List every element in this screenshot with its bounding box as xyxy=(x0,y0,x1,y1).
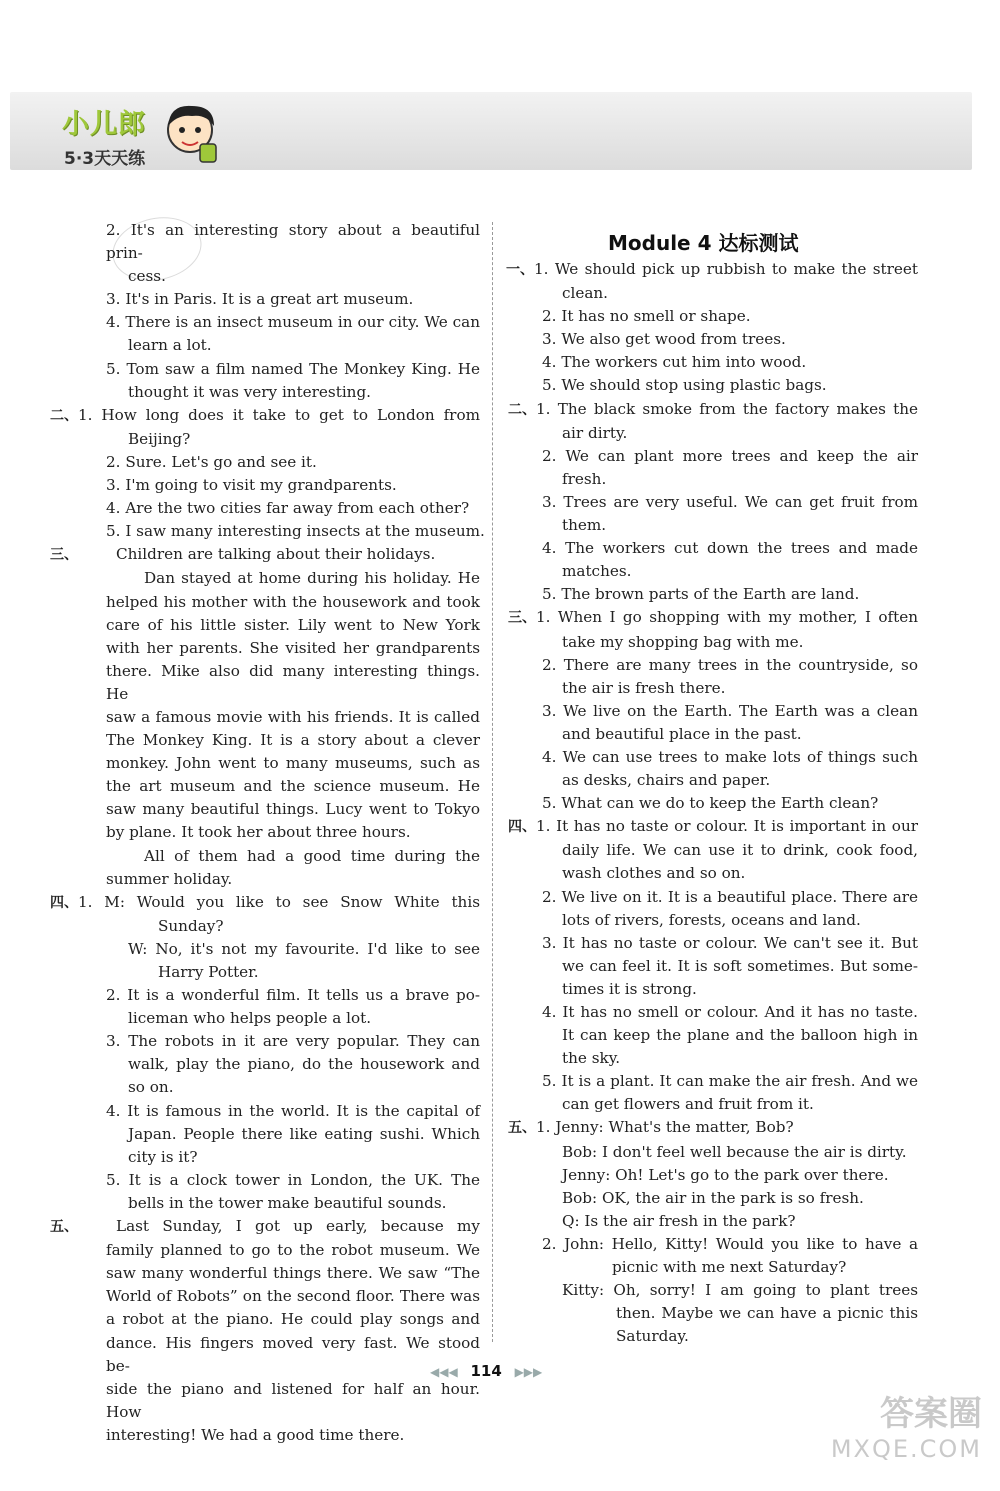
answer-line: 3. Trees are very useful. We can get fruit from xyxy=(542,492,918,511)
series-logo: 小儿郎 xyxy=(62,109,146,140)
answer-line: All of them had a good time during the xyxy=(144,846,480,865)
answer-line: W: No, it's not my favourite. I'd like to see xyxy=(128,939,480,958)
answer-line: 三、 Children are talking about their holidays. xyxy=(50,543,480,567)
answer-line: care of his little sister. Lily went to New York xyxy=(106,615,480,634)
answer-line: The Monkey King. It is a story about a clever xyxy=(106,731,480,750)
answer-line: a robot at the piano. He could play songs and xyxy=(106,1310,480,1329)
answer-line: them. xyxy=(562,516,607,535)
answer-line: 2. Sure. Let's go and see it. xyxy=(106,452,317,471)
answer-line: 3. It's in Paris. It is a great art museum. xyxy=(106,290,414,309)
answer-line: there. Mike also did many interesting things. He xyxy=(106,661,480,703)
answer-line: 三、1. When I go shopping with my mother, I often xyxy=(508,606,918,630)
answer-line: 3. The robots in it are very popular. They can xyxy=(106,1032,480,1051)
answer-line: 3. We also get wood from trees. xyxy=(542,330,786,349)
answer-line: Q: Is the air fresh in the park? xyxy=(562,1211,796,1230)
page-footer xyxy=(430,1362,542,1380)
answer-line: city is it? xyxy=(128,1147,198,1166)
answer-line: 5. We should stop using plastic bags. xyxy=(542,376,827,395)
section-mark: 三、 xyxy=(508,610,536,627)
answer-line: the art museum and the science museum. He xyxy=(106,777,480,796)
page-number: 114 xyxy=(470,1362,502,1380)
answer-line: 5. It is a plant. It can make the air fresh. And we xyxy=(542,1072,918,1091)
answer-line: Kitty: Oh, sorry! I am going to plant trees xyxy=(562,1281,918,1300)
answer-line: then. Maybe we can have a picnic this xyxy=(616,1304,918,1323)
page-title: Module 4 达标测试 xyxy=(608,231,799,255)
answer-line: 5. The brown parts of the Earth are land. xyxy=(542,585,860,604)
answer-line: Jenny: Oh! Let's go to the park over there. xyxy=(562,1165,889,1184)
answer-line: Sunday? xyxy=(158,916,224,935)
answer-line: 2. John: Hello, Kitty! Would you like to have a xyxy=(542,1234,918,1253)
answer-line: 2. We live on it. It is a beautiful place. There are xyxy=(542,887,918,906)
section-mark: 五、 xyxy=(508,1120,536,1137)
answer-line: 5. I saw many interesting insects at the museum. xyxy=(106,522,485,541)
answer-line: 2. It is a wonderful film. It tells us a brave po- xyxy=(106,986,480,1005)
answer-line: daily life. We can use it to drink, cook food, xyxy=(562,841,918,860)
answer-line: we can feel it. It is soft sometimes. But some- xyxy=(562,956,918,975)
answer-line: thought it was very interesting. xyxy=(128,382,372,401)
answer-line: interesting! We had a good time there. xyxy=(106,1425,405,1444)
answer-line: the air is fresh there. xyxy=(562,678,726,697)
answer-line: wash clothes and so on. xyxy=(562,864,746,883)
answer-line: learn a lot. xyxy=(128,336,212,355)
answer-line: 2. It has no smell or shape. xyxy=(542,307,751,326)
answer-line: saw many beautiful things. Lucy went to Tokyo xyxy=(106,800,480,819)
answer-line: with her parents. She visited her grandparents xyxy=(106,638,480,657)
answer-line: It can keep the plane and the balloon high in xyxy=(562,1026,918,1045)
answer-line: 4. There is an insect museum in our city. We can xyxy=(106,313,480,332)
answer-line: 5. What can we do to keep the Earth clean? xyxy=(542,794,879,813)
answer-line: summer holiday. xyxy=(106,869,233,888)
answer-line: 5. It is a clock tower in London, the UK. The xyxy=(106,1170,480,1189)
answer-line: 四、1. It has no taste or colour. It is important in our xyxy=(508,815,918,839)
answer-line: Harry Potter. xyxy=(158,963,259,981)
answer-line: family planned to go to the robot museum. We xyxy=(106,1241,480,1260)
answer-line: times it is strong. xyxy=(562,979,697,998)
answer-line: bells in the tower make beautiful sounds. xyxy=(128,1193,447,1212)
column-divider xyxy=(492,222,493,1342)
answer-line: Dan stayed at home during his holiday. He xyxy=(144,569,480,588)
section-mark: 四、 xyxy=(50,894,78,911)
answer-line: by plane. It took her about three hours. xyxy=(106,823,411,842)
answer-line: dance. His fingers moved very fast. We stood be- xyxy=(106,1333,480,1375)
answer-line: can get flowers and fruit from it. xyxy=(562,1095,814,1114)
answer-line: World of Robots” on the second floor. There was xyxy=(106,1287,480,1306)
answer-line: saw many wonderful things there. We saw “The xyxy=(106,1264,480,1283)
answer-line: clean. xyxy=(562,284,609,303)
answer-line: 四、1. M: Would you like to see Snow White this xyxy=(50,891,480,915)
answer-line: air dirty. xyxy=(562,423,628,442)
answer-line: 4. Are the two cities far away from each other? xyxy=(106,499,470,518)
answer-line: picnic with me next Saturday? xyxy=(612,1258,847,1277)
answer-line: helped his mother with the housework and took xyxy=(106,592,480,611)
header-banner xyxy=(10,92,972,170)
answer-line: 五、 Last Sunday, I got up early, because my xyxy=(50,1215,480,1239)
answer-line: 2. We can plant more trees and keep the air xyxy=(542,446,918,465)
section-mark: 一、 xyxy=(506,262,534,278)
watermark-url: MXQE.COM xyxy=(830,1435,982,1463)
answer-line: fresh. xyxy=(562,469,607,488)
answer-line: lots of rivers, forests, oceans and land. xyxy=(562,910,861,929)
answer-line: Japan. People there like eating sushi. Which xyxy=(128,1124,480,1143)
answer-line: Bob: OK, the air in the park is so fresh. xyxy=(562,1188,864,1207)
answer-line: take my shopping bag with me. xyxy=(562,632,804,651)
watermark xyxy=(831,1386,982,1463)
answer-line: monkey. John went to many museums, such as xyxy=(106,754,480,773)
answer-line: 二、1. The black smoke from the factory makes the xyxy=(508,398,918,422)
section-mark: 三、 xyxy=(50,547,78,564)
section-mark: 二、 xyxy=(508,401,536,418)
answer-line: the sky. xyxy=(562,1049,621,1068)
answer-line: liceman who helps people a lot. xyxy=(128,1009,372,1028)
answer-line: 3. I'm going to visit my grandparents. xyxy=(106,476,397,495)
section-mark: 五、 xyxy=(50,1219,78,1236)
answer-line: 一、1. We should pick up rubbish to make the street xyxy=(506,258,918,282)
answer-line: 5. Tom saw a film named The Monkey King. He xyxy=(106,359,480,378)
answer-line: matches. xyxy=(562,562,632,581)
answer-line: 4. It has no smell or colour. And it has no taste. xyxy=(542,1003,918,1021)
answer-line: 2. There are many trees in the countryside, so xyxy=(542,655,918,674)
left-column xyxy=(50,219,485,1447)
answer-line: 4. The workers cut him into wood. xyxy=(542,353,807,372)
answer-line: walk, play the piano, do the housework and xyxy=(128,1055,480,1074)
answer-line: 4. The workers cut down the trees and made xyxy=(542,539,918,558)
section-mark: 四、 xyxy=(508,819,536,836)
answer-line: so on. xyxy=(128,1078,174,1097)
answer-line: 3. We live on the Earth. The Earth was a clean xyxy=(542,701,918,720)
answer-line: Saturday. xyxy=(616,1327,689,1346)
next-arrows-icon: ▶▶▶ xyxy=(514,1365,543,1379)
prev-arrows-icon: ◀◀◀ xyxy=(430,1365,458,1379)
answer-line: Beijing? xyxy=(128,429,191,448)
watermark-logo: 答案圈 xyxy=(880,1394,982,1434)
answer-line: 五、1. Jenny: What's the matter, Bob? xyxy=(508,1116,918,1140)
answer-line: as desks, chairs and paper. xyxy=(562,771,771,790)
answer-line: and beautiful place in the past. xyxy=(562,724,802,743)
answer-line: 4. We can use trees to make lots of things such xyxy=(542,747,918,766)
series-subtitle: 5·3天天练 xyxy=(64,149,146,169)
right-column xyxy=(508,258,918,1348)
answer-line: Bob: I don't feel well because the air is dirty. xyxy=(562,1142,907,1161)
answer-line: 3. It has no taste or colour. We can't see it. But xyxy=(542,933,918,952)
answer-line: 二、1. How long does it take to get to London from xyxy=(50,404,480,428)
answer-line: 2. It's an interesting story about a beautiful prin- xyxy=(106,221,480,263)
mascot-icon xyxy=(160,100,224,166)
answer-line: side the piano and listened for half an hour. How xyxy=(106,1379,480,1421)
answer-line: 4. It is famous in the world. It is the capital of xyxy=(106,1101,480,1120)
answer-line: cess. xyxy=(128,267,166,286)
answer-line: saw a famous movie with his friends. It is called xyxy=(106,707,480,726)
section-mark: 二、 xyxy=(50,407,78,424)
